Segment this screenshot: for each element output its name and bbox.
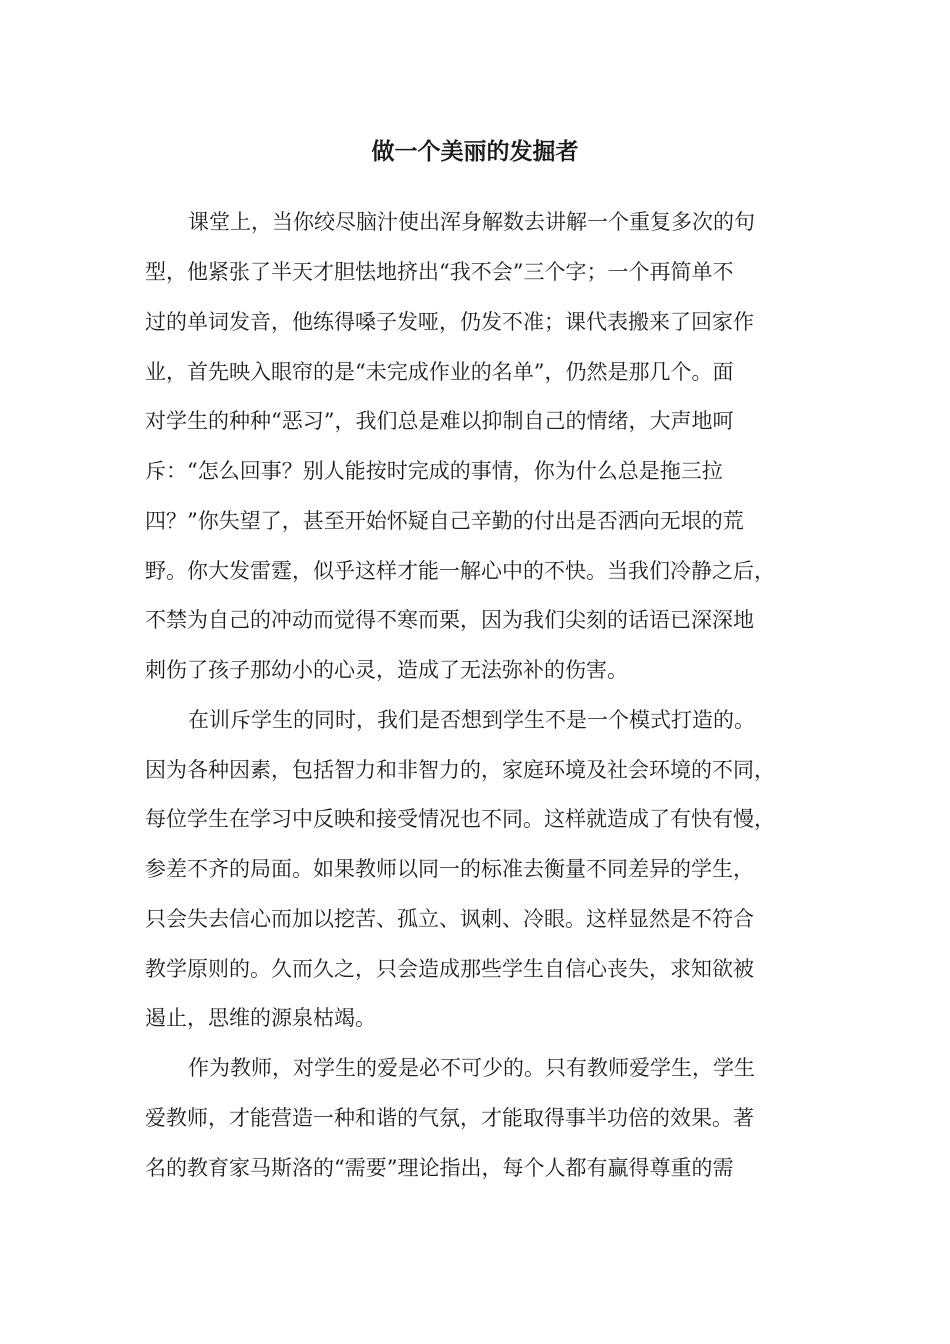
- paragraph-1-line-10: 刺伤了孩子那幼小的心灵，造成了无法弥补的伤害。: [145, 658, 628, 682]
- paragraph-2-line-7: 遏止，思维的源泉枯竭。: [145, 1006, 376, 1030]
- paragraph-1-line-2: 型，他紧张了半天才胆怯地挤出“我不会”三个字；一个再简单不: [145, 260, 734, 284]
- paragraph-2-line-5: 只会失去信心而加以挖苦、孤立、讽刺、冷眼。这样显然是不符合: [145, 907, 754, 931]
- paragraph-1-line-6: 斥：“怎么回事？别人能按时完成的事情，你为什么总是拖三拉: [145, 459, 723, 483]
- paragraph-2-line-3: 每位学生在学习中反映和接受情况也不同。这样就造成了有快有慢，: [145, 807, 775, 831]
- paragraph-1-line-3: 过的单词发音，他练得嗓子发哑，仍发不准；课代表搬来了回家作: [145, 310, 754, 334]
- paragraph-2-line-6: 教学原则的。久而久之，只会造成那些学生自信心丧失，求知欲被: [145, 957, 754, 981]
- paragraph-3-line-1: 作为教师，对学生的爱是必不可少的。只有教师爱学生，学生: [188, 1056, 755, 1080]
- document-title: 做一个美丽的发掘者: [371, 139, 579, 165]
- paragraph-1-line-4: 业，首先映入眼帘的是“未完成作业的名单”，仍然是那几个。面: [145, 360, 734, 384]
- paragraph-1-line-5: 对学生的种种“恶习”，我们总是难以抑制自己的情绪，大声地呵: [145, 409, 734, 433]
- paragraph-1-line-7: 四？”你失望了，甚至开始怀疑自己辛勤的付出是否洒向无垠的荒: [145, 509, 744, 533]
- paragraph-2-line-1: 在训斥学生的同时，我们是否想到学生不是一个模式打造的。: [188, 708, 755, 732]
- paragraph-2-line-4: 参差不齐的局面。如果教师以同一的标准去衡量不同差异的学生，: [145, 857, 754, 881]
- paragraph-1-line-1: 课堂上，当你绞尽脑汁使出浑身解数去讲解一个重复多次的句: [188, 210, 755, 234]
- paragraph-3-line-3: 名的教育家马斯洛的“需要”理论指出，每个人都有赢得尊重的需: [145, 1156, 734, 1180]
- paragraph-3-line-2: 爱教师，才能营造一种和谐的气氛，才能取得事半功倍的效果。著: [145, 1106, 754, 1130]
- paragraph-1-line-8: 野。你大发雷霆，似乎这样才能一解心中的不快。当我们冷静之后，: [145, 559, 775, 583]
- paragraph-2-line-2: 因为各种因素，包括智力和非智力的，家庭环境及社会环境的不同，: [145, 758, 775, 782]
- paragraph-1-line-9: 不禁为自己的冲动而觉得不寒而栗，因为我们尖刻的话语已深深地: [145, 608, 754, 632]
